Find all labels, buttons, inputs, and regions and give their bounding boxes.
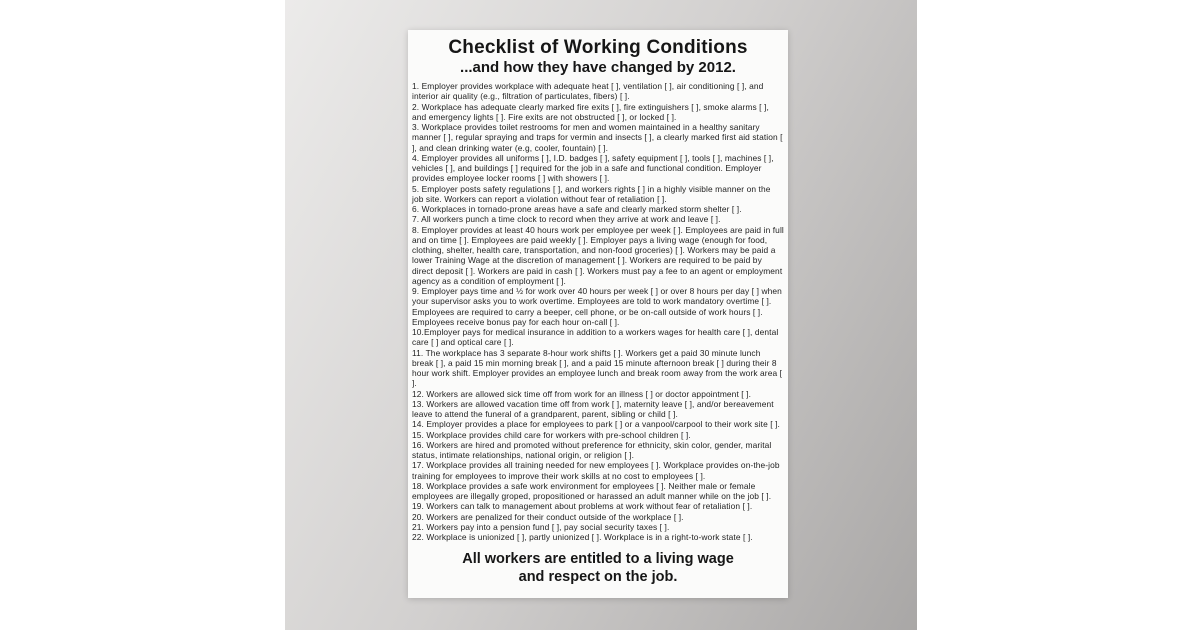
footer-line-1: All workers are entitled to a living wage — [462, 551, 734, 568]
checklist-item: 7. All workers punch a time clock to record when they arrive at work and leave [ ]. — [412, 214, 721, 225]
checklist-item: 17. Workplace provides all training needed for new employees [ ]. Workplace provides on-the-job training for employees to improve their work skills at no cost to employees [ ]. — [412, 460, 780, 481]
checklist-item: 19. Workers can talk to management about problems at work without fear of retaliation [ ]. — [412, 501, 753, 512]
checklist-item: 9. Employer pays time and ½ for work over 40 hours per week [ ] or over 8 hours per day [ ] when your supervisor asks you to work overtime. Employees are told to work mandatory overtime [ ]. Employees are required to carry a beeper, cell phone, or be on-call outside of work hours [ ]. Employees receive bonus pay for each hour on-call [ ]. — [412, 286, 782, 327]
checklist-item: 14. Employer provides a place for employees to park [ ] or a vanpool/carpool to their work site [ ]. — [412, 419, 780, 430]
checklist-item: 3. Workplace provides toilet restrooms for men and women maintained in a healthy sanitary manner [ ], regular spraying and traps for vermin and insects [ ], a clearly marked first aid station [ ], and clean drinking water (e.g, cooler, fountain) [ ]. — [412, 122, 783, 153]
checklist-item: 15. Workplace provides child care for workers with pre-school children [ ]. — [412, 429, 691, 440]
checklist-item: 16. Workers are hired and promoted without preference for ethnicity, skin color, gender, marital status, intimate relationships, national origin, or religion [ ]. — [412, 439, 772, 460]
footer-line-2: and respect on the job. — [518, 568, 678, 585]
poster-footer — [412, 551, 784, 586]
checklist-item: 20. Workers are penalized for their conduct outside of the workplace [ ]. — [412, 511, 684, 522]
poster — [408, 30, 788, 598]
checklist-item: 21. Workers pay into a pension fund [ ], pay social security taxes [ ]. — [412, 521, 670, 532]
checklist-item: 10.Employer pays for medical insurance in addition to a workers wages for health care [ ], dental care [ ] and optical care [ ]. — [412, 327, 779, 348]
checklist-item: 22. Workplace is unionized [ ], partly unionized [ ]. Workplace is in a right-to-work state [ ]. — [412, 532, 753, 542]
checklist-item: 13. Workers are allowed vacation time off from work [ ], maternity leave [ ], and/or bereavement leave to attend the funeral of a grandparent, parent, sibling or child [ ]. — [412, 398, 774, 419]
poster-title: Checklist of Working Conditions — [448, 37, 748, 58]
checklist-item: 5. Employer posts safety regulations [ ], and workers rights [ ] in a highly visible manner on the job site. Workers can report a violation without fear of retaliation [ ]. — [412, 183, 771, 204]
checklist — [412, 81, 784, 542]
checklist-item: 6. Workplaces in tornado-prone areas have a safe and clearly marked storm shelter [ ]. — [412, 204, 742, 214]
checklist-item: 4. Employer provides all uniforms [ ], I.D. badges [ ], safety equipment [ ], tools [ ], machines [ ], vehicles [ ], and buildings [ ] required for the job in a safe and functional condition. Employer provides employee locker rooms [ ] with showers [ ]. — [412, 152, 774, 184]
checklist-item: 2. Workplace has adequate clearly marked fire exits [ ], fire extinguishers [ ], smoke alarms [ ], and emergency lights [ ]. Fire exits are not obstructed [ ], or locked [ ]. — [412, 101, 769, 122]
checklist-item: 1. Employer provides workplace with adequate heat [ ], ventilation [ ], air conditioning [ ], and interior air quality (e.g., filtration of particulates, fibers) [ ]. — [412, 81, 764, 102]
checklist-item: 11. The workplace has 3 separate 8-hour work shifts [ ]. Workers get a paid 30 minute lunch break [ ], a paid 15 min morning break [ ], and a paid 15 minute afternoon break [ ] during their 8 hour work shift. Employer provides an employee lunch and break room away from the work area [ ]. — [412, 347, 783, 389]
poster-subtitle: ...and how they have changed by 2012. — [460, 59, 736, 76]
checklist-item: 8. Employer provides at least 40 hours work per employee per week [ ]. Employees are paid in full and on time [ ]. Employees are paid weekly [ ]. Employer pays a living wage (enough for food, clothing, shelter, health care, transportation, and non-food groceries) [ ]. Workers may be paid a lower Training Wage at the discretion of management [ ]. Workers are required to be paid by direct deposit [ ]. Workers are paid in cash [ ]. Workers must pay a fee to an agent or employment agency as a condition of employment [ ]. — [412, 224, 784, 286]
checklist-item: 18. Workplace provides a safe work environment for employees [ ]. Neither male or female employees are illegally groped, propositioned or harassed an adult manner while on the job [ ]. — [412, 480, 772, 501]
checklist-item: 12. Workers are allowed sick time off from work for an illness [ ] or doctor appointment [ ]. — [412, 388, 752, 399]
